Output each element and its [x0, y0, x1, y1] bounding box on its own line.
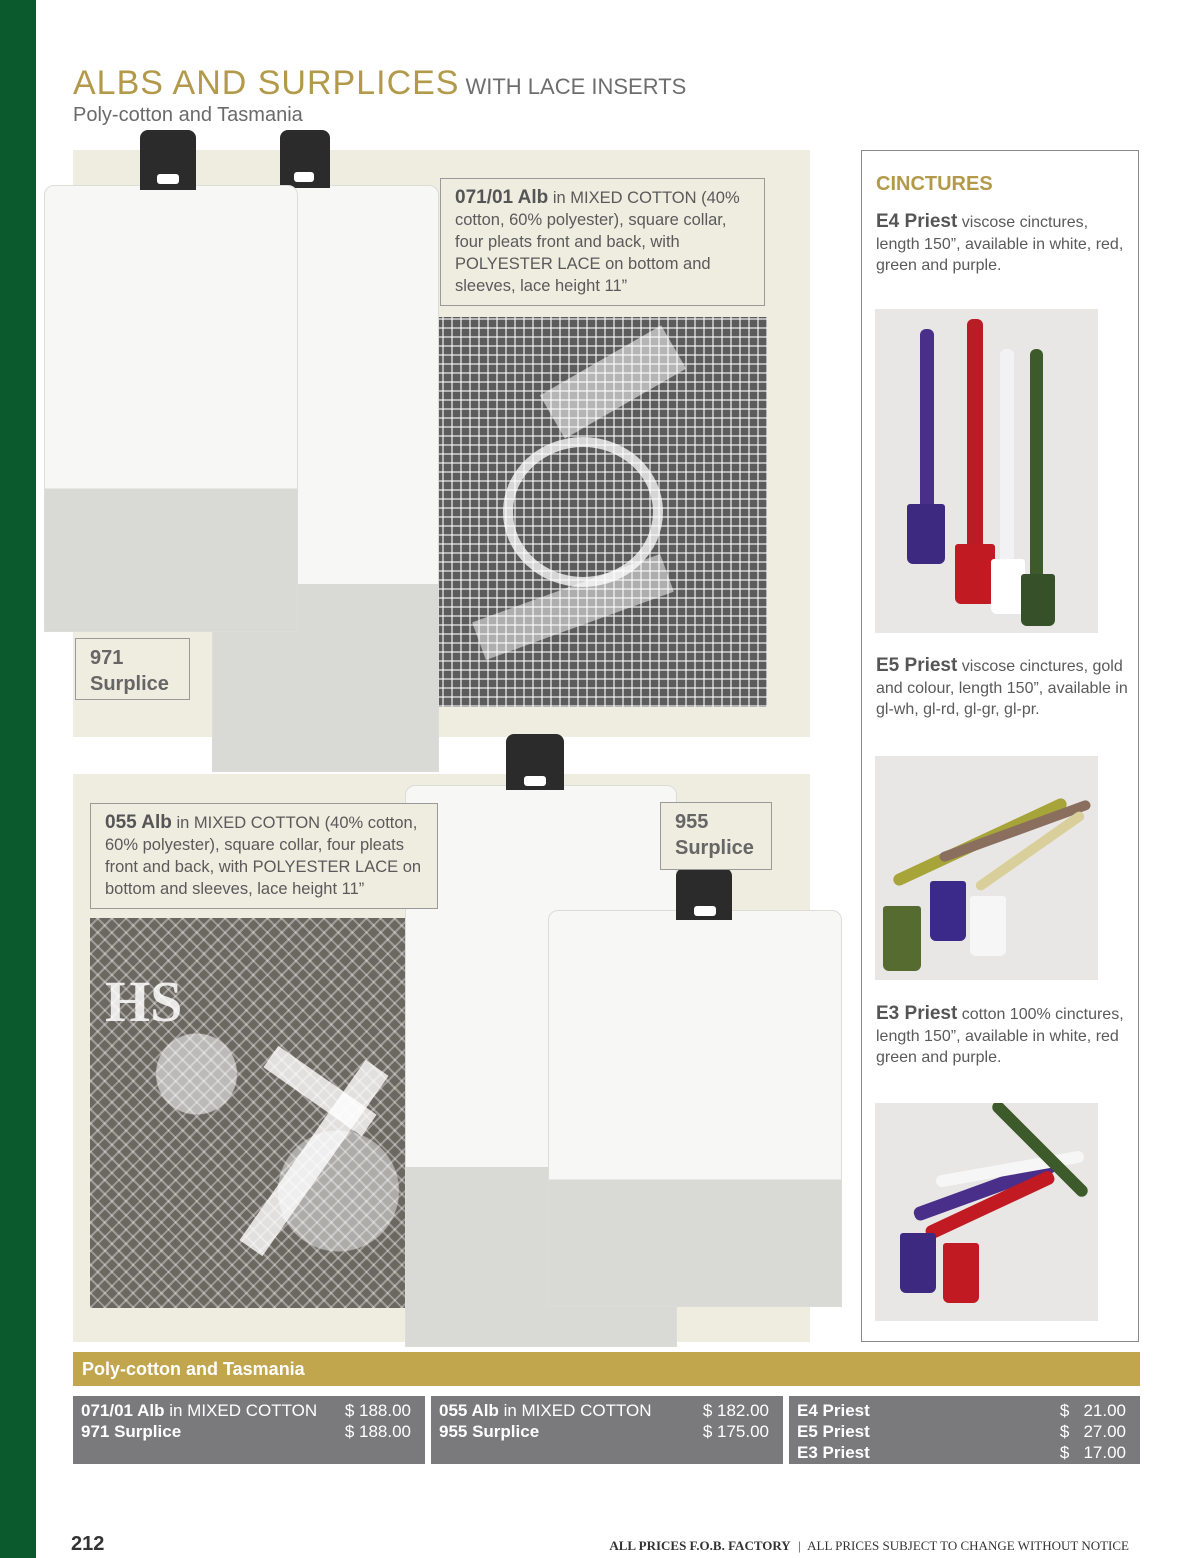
alb-055-code: 055 Alb — [105, 812, 172, 833]
price-value: $ 175.00 — [702, 1422, 769, 1441]
surplice-971-word: Surplice — [90, 673, 169, 695]
price-value: $ 21.00 — [1059, 1401, 1126, 1420]
cincture-e5-description — [876, 655, 1131, 721]
price-value: $ 182.00 — [702, 1401, 769, 1420]
mannequin-collar — [157, 174, 179, 184]
lace-closeup-photo-071 — [433, 317, 767, 707]
price-item-code: 971 Surplice — [81, 1422, 182, 1441]
surplice-971-number: 971 — [90, 647, 124, 669]
cincture-e4-text: viscose cinctures, length 150”, available in white, red, green and purple. — [876, 214, 1124, 274]
lace-closeup-photo-055: HS — [90, 918, 445, 1308]
alb-071-text: in MIXED COTTON (40% cotton, 60% polyester), square collar, four pleats front and back, with POLYESTER LACE on bottom and sleeves, lace height 11” — [455, 189, 740, 295]
cincture-e3-code: E3 Priest — [876, 1003, 958, 1024]
cincture-e5-code: E5 Priest — [876, 655, 958, 676]
surplice-971-label — [75, 638, 190, 700]
surplice-955-photo — [548, 910, 842, 1307]
page-number: 212 — [71, 1533, 105, 1555]
cincture-e3-description — [876, 1003, 1131, 1069]
price-item-desc: in MIXED COTTON — [164, 1401, 318, 1420]
price-section-header — [73, 1352, 1140, 1386]
surplice-955-word: Surplice — [675, 837, 754, 859]
cinctures-heading: CINCTURES — [876, 173, 993, 195]
mannequin-collar — [694, 906, 716, 916]
price-item-code: E5 Priest — [797, 1422, 870, 1441]
footer-note-fob: ALL PRICES F.O.B. FACTORY — [609, 1538, 791, 1553]
price-item-code: 955 Surplice — [439, 1422, 540, 1441]
cincture-e3-text: cotton 100% cinctures, length 150”, available in white, red green and purple. — [876, 1006, 1124, 1066]
mannequin-collar — [524, 776, 546, 786]
price-item-code: E3 Priest — [797, 1443, 870, 1462]
surplice-955-label — [660, 802, 772, 870]
footer-note — [609, 1538, 1129, 1554]
alb-071-code: 071/01 Alb — [455, 187, 549, 208]
price-value: $ 17.00 — [1059, 1443, 1126, 1462]
cincture-e4-photo — [875, 309, 1098, 633]
price-item-code: E4 Priest — [797, 1401, 870, 1420]
price-box-055-955 — [431, 1396, 783, 1464]
price-value: $ 188.00 — [344, 1422, 411, 1441]
price-item-code: 055 Alb — [439, 1401, 499, 1420]
price-value: $ 188.00 — [344, 1401, 411, 1420]
price-box-cinctures — [789, 1396, 1140, 1464]
cincture-e3-photo — [875, 1103, 1098, 1321]
price-item-code: 071/01 Alb — [81, 1401, 165, 1420]
alb-055-text: in MIXED COTTON (40% cotton, 60% polyester), square collar, four pleats front and back, with POLYESTER LACE on bottom and sleeves, lace height 11” — [105, 814, 422, 898]
alb-071-description — [440, 178, 765, 306]
cincture-e4-description — [876, 211, 1131, 277]
price-item-desc: in MIXED COTTON — [498, 1401, 652, 1420]
price-value: $ 27.00 — [1059, 1422, 1126, 1441]
page-subtitle: Poly-cotton and Tasmania — [73, 104, 303, 126]
footer-note-prices: ALL PRICES SUBJECT TO CHANGE WITHOUT NOTICE — [807, 1538, 1129, 1553]
title-sub: WITH LACE INSERTS — [465, 74, 687, 99]
green-side-bar — [0, 0, 36, 1558]
alb-055-description — [90, 803, 438, 909]
surplice-955-number: 955 — [675, 811, 709, 833]
cincture-e5-text: viscose cinctures, gold and colour, length 150”, available in gl-wh, gl-rd, gl-gr, gl-pr. — [876, 658, 1128, 718]
cincture-e4-code: E4 Priest — [876, 211, 958, 232]
cinctures-sidebar — [861, 150, 1139, 1342]
surplice-971-photo — [44, 185, 298, 632]
page-title — [73, 64, 686, 103]
footer-separator: | — [797, 1538, 801, 1553]
price-section-title: Poly-cotton and Tasmania — [82, 1359, 305, 1379]
cincture-e5-photo — [875, 756, 1098, 980]
title-main: ALBS AND SURPLICES — [73, 64, 460, 102]
mannequin-collar — [294, 172, 314, 182]
price-box-071-971 — [73, 1396, 425, 1464]
